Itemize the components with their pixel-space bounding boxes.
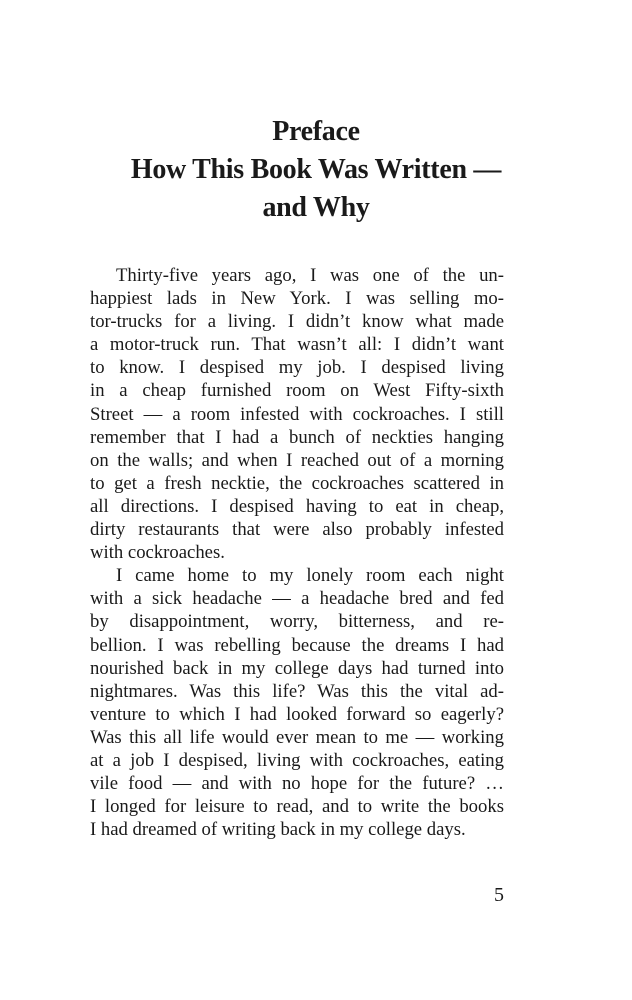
- text-line: at a job I despised, living with cockroaches, eating: [90, 749, 504, 771]
- text-line: nourished back in my college days had turned into: [90, 657, 504, 679]
- heading-line-subtitle: and Why: [262, 192, 370, 223]
- text-line: I longed for leisure to read, and to write the books: [90, 796, 504, 818]
- text-line: Street — a room infested with cockroaches. I still: [90, 403, 504, 425]
- heading-line-preface: Preface: [272, 116, 360, 147]
- text-line: with cockroaches.: [90, 542, 225, 564]
- text-line: Thirty-five years ago, I was one of the un-: [116, 265, 504, 286]
- text-line: a motor-truck run. That wasn’t all: I didn’t want: [90, 334, 504, 356]
- text-line: nightmares. Was this life? Was this the vital ad-: [90, 680, 504, 702]
- text-line: happiest lads in New York. I was selling mo-: [90, 288, 504, 310]
- text-line: dirty restaurants that were also probably infested: [90, 519, 504, 541]
- text-line: bellion. I was rebelling because the dreams I had: [90, 634, 504, 656]
- text-line: on the walls; and when I reached out of a morning: [90, 449, 504, 471]
- text-line: I had dreamed of writing back in my college days.: [90, 819, 466, 841]
- heading-line-title: How This Book Was Written —: [130, 154, 502, 185]
- text-line: with a sick headache — a headache bred and fed: [90, 588, 504, 610]
- chapter-heading: [60, 113, 572, 227]
- text-line: remember that I had a bunch of neckties hanging: [90, 426, 504, 448]
- text-line: all directions. I despised having to eat in cheap,: [90, 495, 504, 517]
- page-number: 5: [494, 884, 504, 906]
- body-text: [90, 264, 504, 841]
- text-line: in a cheap furnished room on West Fifty-sixth: [90, 380, 504, 402]
- text-line: to get a fresh necktie, the cockroaches scattered in: [90, 472, 504, 494]
- text-line: to know. I despised my job. I despised living: [90, 357, 504, 379]
- text-line: venture to which I had looked forward so eagerly?: [90, 703, 504, 725]
- text-line: I came home to my lonely room each night: [116, 565, 504, 587]
- text-line: Was this all life would ever mean to me — working: [90, 726, 504, 748]
- text-line: tor-trucks for a living. I didn’t know what made: [90, 311, 504, 333]
- text-line: by disappointment, worry, bitterness, and re-: [90, 611, 504, 633]
- text-line: vile food — and with no hope for the future? …: [90, 773, 504, 795]
